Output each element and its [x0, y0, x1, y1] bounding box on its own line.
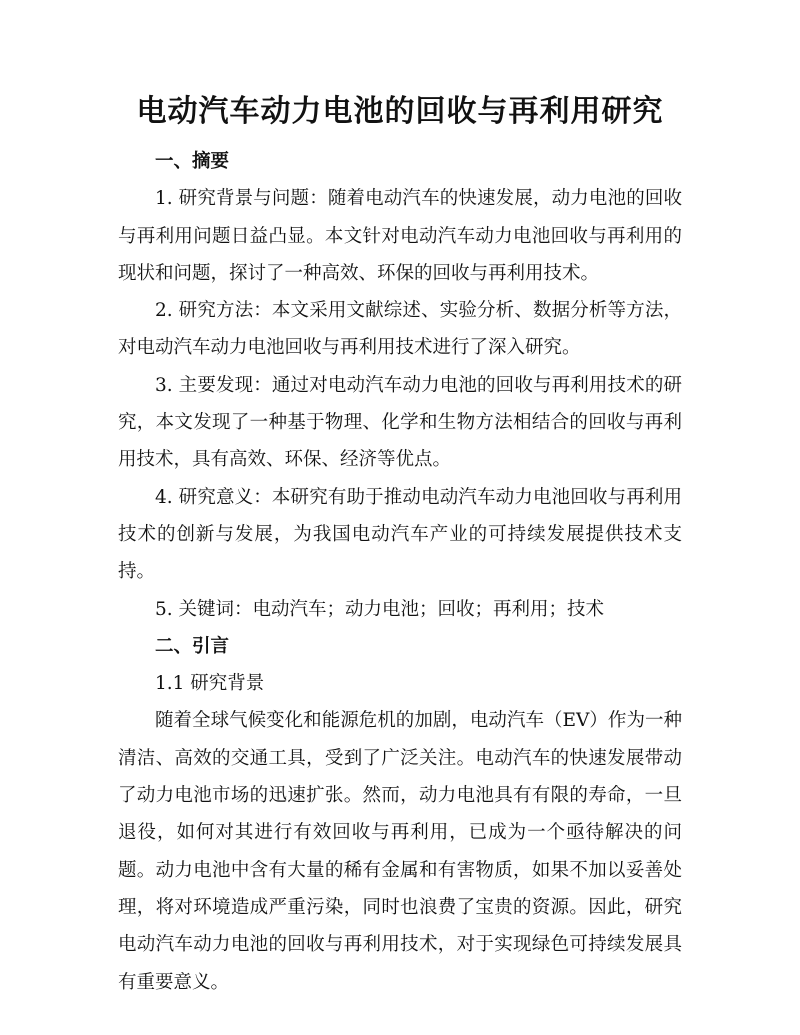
abstract-item: 2. 研究方法：本文采用文献综述、实验分析、数据分析等方法，对电动汽车动力电池回收与再利用技术进行了深入研究。 — [118, 300, 682, 359]
abstract-item: 4. 研究意义：本研究有助于推动电动汽车动力电池回收与再利用技术的创新与发展，为我国电动汽车产业的可持续发展提供技术支持。 — [118, 486, 682, 583]
subsection-heading-background: 1.1 研究背景 — [155, 673, 265, 695]
intro-paragraph: 随着全球气候变化和能源危机的加剧，电动汽车（EV）作为一种清洁、高效的交通工具，受到了广泛关注。电动汽车的快速发展带动了动力电池市场的迅速扩张。然而，动力电池具有有限的寿命，一旦退役，如何对其进行有效回收与再利用，已成为一个亟待解决的问题。动力电池中含有大量的稀有金属和有害物质，如果不加以妥善处理，将对环境造成严重污染，同时也浪费了宝贵的资源。因此，研究电动汽车动力电池的回收与再利用技术，对于实现绿色可持续发展具有重要意义。 — [118, 710, 682, 993]
page-title: 电动汽车动力电池的回收与再利用研究 — [136, 94, 664, 129]
abstract-item: 1. 研究背景与问题：随着电动汽车的快速发展，动力电池的回收与再利用问题日益凸显。本文针对电动汽车动力电池回收与再利用的现状和问题，探讨了一种高效、环保的回收与再利用技术。 — [118, 188, 682, 284]
abstract-item: 3. 主要发现：通过对电动汽车动力电池的回收与再利用技术的研究，本文发现了一种基于物理、化学和生物方法相结合的回收与再利用技术，具有高效、环保、经济等优点。 — [118, 374, 682, 471]
section-heading-abstract: 一、摘要 — [155, 151, 230, 172]
section-heading-intro: 二、引言 — [155, 635, 230, 657]
document-body — [118, 143, 682, 1001]
abstract-keywords: 5. 关键词：电动汽车；动力电池；回收；再利用；技术 — [155, 598, 605, 620]
